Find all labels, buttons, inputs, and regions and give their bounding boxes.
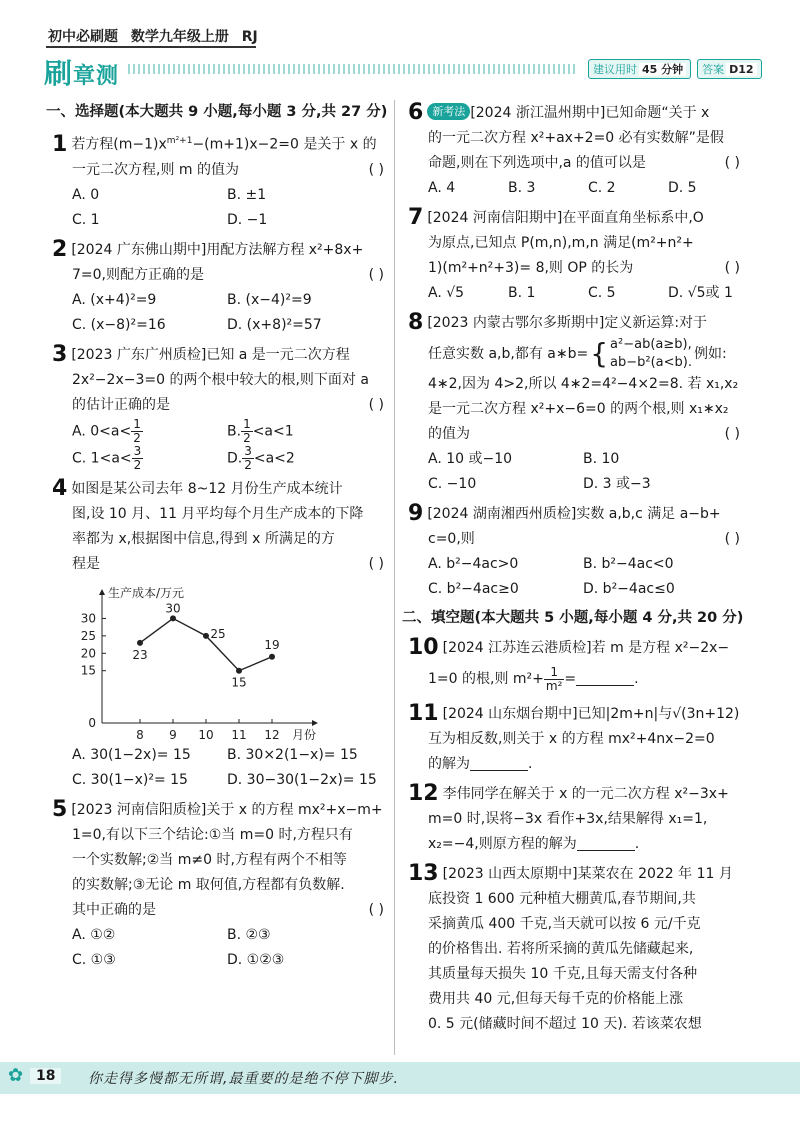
question-1 <box>52 129 392 233</box>
header-rule <box>46 46 256 48</box>
answer-tag <box>697 59 761 79</box>
option-c: C. (x−8)²=16 <box>72 316 166 333</box>
option-c: C. ①③ <box>72 951 116 968</box>
question-number: 8 <box>408 310 424 335</box>
answer-paren: ( ) <box>724 531 740 547</box>
option-a: A. 10 或−10 <box>428 451 513 467</box>
time-label: 建议用时 <box>593 63 637 76</box>
data-label: 15 <box>231 675 247 690</box>
book-title: 初中必刷题 <box>48 29 118 45</box>
option-d: D. ①②③ <box>227 951 285 968</box>
question-text: 1)(m²+n²+3)= 8,则 OP 的长为 <box>428 260 634 276</box>
question-12 <box>408 781 748 857</box>
question-9 <box>408 501 748 602</box>
option-c: C. b²−4ac≥0 <box>428 581 519 597</box>
data-label: 25 <box>210 626 226 641</box>
series-line <box>140 618 272 670</box>
line-chart-svg <box>52 583 382 743</box>
option-c: C. −10 <box>428 476 477 492</box>
question-text: [2024 湖南湘西州质检]实数 a,b,c 满足 a−b+ <box>427 506 721 522</box>
question-text: 的实数解;③无论 m 取何值,方程都有负数解. <box>72 876 345 893</box>
option-text: B. <box>227 423 242 440</box>
question-11 <box>408 701 748 777</box>
y-tick-label: 15 <box>80 663 96 678</box>
answer-paren: ( ) <box>724 260 740 276</box>
question-text: 为原点,已知点 P(m,n),m,n 满足(m²+n²+ <box>428 235 694 251</box>
x-axis-arrow <box>312 720 318 726</box>
option-d: D. √5或 1 <box>668 285 733 301</box>
question-text: 底投资 1 600 元种植大棚黄瓜,春节期间,共 <box>428 891 696 907</box>
option-b <box>227 418 387 445</box>
x-axis-label: 月份 <box>292 727 317 742</box>
question-text: [2024 河南信阳期中]在平面直角坐标系中,O <box>427 210 704 226</box>
question-text: m=0 时,误将−3x 看作+3x,结果解得 x₁=1, <box>428 811 708 827</box>
answer-paren: ( ) <box>368 555 384 572</box>
question-text: 1=0 的根,则 m²+ <box>428 671 544 687</box>
case-1: a²−ab(a≥b), <box>610 337 692 352</box>
answer-blank[interactable] <box>576 669 634 686</box>
option-d: D. (x+8)²=57 <box>227 316 322 333</box>
question-8 <box>408 310 748 497</box>
question-3 <box>52 342 392 472</box>
data-point <box>269 653 275 659</box>
question-number: 11 <box>408 701 439 726</box>
question-text: = <box>564 671 577 687</box>
option-a: A. (x+4)²=9 <box>72 291 157 308</box>
x-tick-label: 11 <box>231 727 247 742</box>
fraction <box>132 445 144 472</box>
option-a: A. 4 <box>428 180 456 196</box>
option-text: <a<2 <box>253 450 295 467</box>
option-b: B. b²−4ac<0 <box>583 556 674 572</box>
option-a: A. ①② <box>72 926 116 943</box>
fraction <box>131 418 143 445</box>
piecewise-line: 任意实数 a,b,都有 a∗b= { a²−ab(a≥b), ab−b²(a<b). 例如: <box>428 337 727 370</box>
option-b: B. 30×2(1−x)= 15 <box>227 746 358 763</box>
section-title: 二、填空题(本大题共 5 小题,每小题 4 分,共 20 分) <box>402 610 744 626</box>
question-text: 一元二次方程,则 m 的值为 <box>72 161 239 178</box>
data-point <box>170 615 176 621</box>
question-text: 图,设 10 月、11 月平均每个月生产成本的下降 <box>72 505 364 522</box>
question-text: 是一元二次方程 x²+x−6=0 的两个根,则 x₁∗x₂ <box>428 401 729 417</box>
question-text: [2023 河南信阳质检]关于 x 的方程 mx²+x−m+ <box>71 801 383 818</box>
x-tick-label: 10 <box>198 727 214 742</box>
option-b: B. 10 <box>583 451 620 467</box>
answer-label: 答案 <box>702 63 725 76</box>
option-a: A. 0 <box>72 186 100 203</box>
data-label: 23 <box>132 647 148 662</box>
question-text: c=0,则 <box>428 531 475 547</box>
book-edition: RJ <box>241 29 258 45</box>
question-number: 7 <box>408 205 424 230</box>
question-text: 互为相反数,则关于 x 的方程 mx²+4nx−2=0 <box>428 731 715 747</box>
numerator: 3 <box>244 443 252 458</box>
answer-paren: ( ) <box>724 426 740 442</box>
question-text: 采摘黄瓜 400 千克,当天就可以按 6 元/千克 <box>428 916 701 932</box>
y-tick-label: 20 <box>80 645 96 660</box>
book-header <box>48 26 266 46</box>
question-text: 4∗2,因为 4>2,所以 4∗2=4²−4×2=8. 若 x₁,x₂ <box>428 376 739 392</box>
column-divider <box>394 100 395 1055</box>
question-text: −(m+1)x−2=0 是关于 x 的 <box>192 136 377 153</box>
denominator: 2 <box>133 430 141 445</box>
question-text: 一个实数解;②当 m≠0 时,方程有两个不相等 <box>72 851 347 868</box>
option-d: D. 5 <box>668 180 697 196</box>
brand-logo <box>44 52 119 92</box>
numerator: 1 <box>243 416 251 431</box>
question-text: [2023 内蒙古鄂尔多斯期中]定义新运算:对于 <box>427 315 708 331</box>
option-text: A. 0<a< <box>72 423 132 440</box>
option-c: C. 2 <box>588 180 616 196</box>
question-number: 3 <box>52 341 68 367</box>
question-text: 的一元二次方程 x²+ax+2=0 必有实数解”是假 <box>428 130 724 146</box>
answer-blank[interactable] <box>577 834 635 851</box>
question-2 <box>52 237 392 338</box>
option-b: B. 3 <box>508 180 536 196</box>
data-point <box>236 667 242 673</box>
option-a: A. b²−4ac>0 <box>428 556 519 572</box>
question-text: 其中正确的是 <box>72 901 156 918</box>
option-a <box>72 418 227 445</box>
page-footer <box>0 1062 800 1094</box>
question-text: [2024 浙江温州期中]已知命题“关于 x <box>470 105 710 121</box>
option-text: D. <box>227 450 243 467</box>
y-axis-arrow <box>99 589 105 595</box>
question-5 <box>52 797 392 973</box>
x-tick-label: 8 <box>136 727 144 742</box>
y-tick-label: 30 <box>80 611 96 626</box>
question-text: 例如: <box>694 345 727 362</box>
brand-text: 章测 <box>73 64 120 89</box>
section-title: 一、选择题(本大题共 9 小题,每小题 3 分,共 27 分) <box>46 104 388 120</box>
option-a: A. √5 <box>428 285 465 301</box>
fraction <box>241 418 253 445</box>
answer-paren: ( ) <box>724 155 740 171</box>
answer-paren: ( ) <box>368 396 384 413</box>
question-text: . <box>528 756 533 772</box>
exponent: m²+1 <box>166 136 193 146</box>
time-minutes: 45 分钟 <box>639 63 686 76</box>
option-d: D. −1 <box>227 211 268 228</box>
question-number: 5 <box>52 796 68 822</box>
option-d: D. 30−30(1−2x)= 15 <box>227 771 377 788</box>
option-c: C. 1 <box>72 211 100 228</box>
option-b: B. ②③ <box>227 926 271 943</box>
option-d: D. 3 或−3 <box>583 476 651 492</box>
answer-page: D12 <box>726 63 756 76</box>
data-point <box>137 639 143 645</box>
question-number: 12 <box>408 781 439 806</box>
question-text: 费用共 40 元,但每天每千克的价格能上涨 <box>428 991 684 1007</box>
page-number: 18 <box>30 1068 61 1084</box>
answer-paren: ( ) <box>368 161 384 178</box>
question-number: 1 <box>52 131 68 157</box>
denominator: 2 <box>133 457 142 472</box>
question-text: 率都为 x,根据图中信息,得到 x 所满足的方 <box>72 530 335 547</box>
question-text: 的估计正确的是 <box>72 396 170 413</box>
y-tick-label: 25 <box>80 628 96 643</box>
fraction <box>242 445 254 472</box>
answer-paren: ( ) <box>368 266 384 283</box>
question-text: [2024 江苏连云港质检]若 m 是方程 x²−2x− <box>442 640 730 656</box>
new-method-badge: 新考法 <box>427 103 470 120</box>
question-4 <box>52 476 392 793</box>
time-tag <box>588 59 691 79</box>
question-text: 若方程(m−1)x <box>71 136 167 153</box>
timing-box <box>588 59 762 79</box>
question-text: 1=0,有以下三个结论:①当 m=0 时,方程只有 <box>72 826 353 843</box>
question-number: 13 <box>408 861 439 886</box>
question-number: 6 <box>408 100 424 125</box>
question-text: [2023 广东广州质检]已知 a 是一元二次方程 <box>71 346 350 363</box>
option-b: B. (x−4)²=9 <box>227 291 312 308</box>
question-text: 的值为 <box>428 426 470 442</box>
option-c: C. 5 <box>588 285 616 301</box>
option-text: <a<1 <box>252 423 294 440</box>
question-text: x₂=−4,则原方程的解为 <box>428 836 577 852</box>
data-point <box>203 633 209 639</box>
brand-char: 刷 <box>44 57 74 90</box>
question-10 <box>408 635 748 697</box>
y-tick-label: 0 <box>88 715 96 730</box>
fraction <box>544 666 565 693</box>
question-text: 2x²−2x−3=0 的两个根中较大的根,则下面对 a <box>72 371 369 388</box>
option-b: B. ±1 <box>227 186 267 203</box>
option-c <box>72 445 227 472</box>
question-text: [2023 山西太原期中]某菜农在 2022 年 11 月 <box>442 866 733 882</box>
question-number: 2 <box>52 236 68 262</box>
denominator: 2 <box>243 430 251 445</box>
leaf-icon: ✿ <box>8 1065 24 1086</box>
book-subject: 数学九年级上册 <box>130 29 229 45</box>
numerator: 3 <box>133 443 142 458</box>
left-column <box>46 100 392 977</box>
question-number: 10 <box>408 635 439 660</box>
denominator: m² <box>545 678 563 693</box>
question-6 <box>408 100 748 201</box>
question-number: 9 <box>408 501 424 526</box>
question-text: [2024 山东烟台期中]已知|2m+n|与√(3n+12) <box>442 706 740 722</box>
decorative-stripe <box>128 64 578 74</box>
case-2: ab−b²(a<b). <box>610 355 692 370</box>
footer-motto: 你走得多慢都无所谓,最重要的是绝不停下脚步. <box>88 1071 399 1087</box>
question-text: [2024 广东佛山期中]用配方法解方程 x²+8x+ <box>71 241 364 258</box>
question-text: 程是 <box>72 555 100 572</box>
option-b: B. 1 <box>508 285 536 301</box>
question-text: . <box>634 671 639 687</box>
option-text: C. 1<a< <box>72 450 132 467</box>
denominator: 2 <box>244 457 252 472</box>
x-tick-label: 12 <box>264 727 280 742</box>
question-number: 4 <box>52 475 68 501</box>
question-13 <box>408 861 748 1037</box>
question-text: 的价格售出. 若将所采摘的黄瓜先储藏起来, <box>428 941 694 957</box>
y-axis-label: 生产成本/万元 <box>108 585 185 600</box>
x-tick-label: 9 <box>169 727 177 742</box>
option-d: D. b²−4ac≤0 <box>583 581 675 597</box>
question-text: 任意实数 a,b,都有 a∗b= <box>428 345 589 362</box>
option-c: C. 30(1−x)²= 15 <box>72 771 188 788</box>
right-column <box>402 100 748 1041</box>
answer-blank[interactable] <box>470 754 528 771</box>
question-text: 7=0,则配方正确的是 <box>72 266 204 283</box>
numerator: 1 <box>544 666 565 680</box>
question-text: 如图是某公司去年 8~12 月份生产成本统计 <box>71 480 343 497</box>
answer-paren: ( ) <box>368 901 384 918</box>
option-a: A. 30(1−2x)= 15 <box>72 746 191 763</box>
question-text: . <box>634 836 640 852</box>
question-7 <box>408 205 748 306</box>
numerator: 1 <box>133 416 141 431</box>
question-text: 0. 5 元(储藏时间不超过 10 天). 若该菜农想 <box>428 1016 702 1032</box>
data-label: 30 <box>165 601 181 616</box>
data-label: 19 <box>264 637 280 652</box>
option-d <box>227 445 387 472</box>
question-text: 李伟同学在解关于 x 的一元二次方程 x²−3x+ <box>442 786 729 802</box>
question-text: 其质量每天损失 10 千克,且每天需支付各种 <box>428 966 698 982</box>
cost-chart <box>52 583 382 743</box>
question-text: 命题,则在下列选项中,a 的值可以是 <box>428 155 646 171</box>
question-text: 的解为 <box>428 756 470 772</box>
